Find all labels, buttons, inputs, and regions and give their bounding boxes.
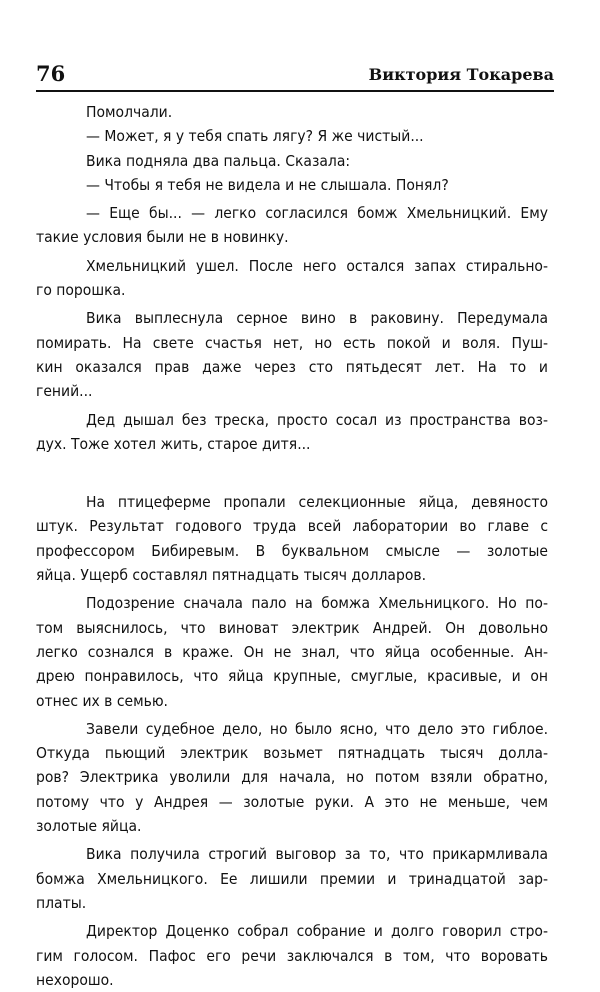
text-line: нехорошо. xyxy=(36,970,114,989)
text-line: ров? Электрика уволили для начала, но потом взяли обратно, xyxy=(36,768,548,787)
text-line: Вика получила строгий выговор за то, что прикармливала xyxy=(86,845,548,864)
paragraph xyxy=(36,490,548,587)
page-number: 76 xyxy=(36,61,66,86)
text-line: профессором Бибиревым. В буквальном смысле — золотые xyxy=(36,541,548,560)
text-line: Дед дышал без треска, просто сосал из пространства воз- xyxy=(86,410,548,429)
text-line: потому что у Андрея — золотые руки. А это не меньше, чем xyxy=(36,792,548,811)
text-line: Откуда пьющий электрик возьмет пятнадцать тысяч долла- xyxy=(36,744,548,763)
text-line: яйца. Ущерб составлял пятнадцать тысяч долларов. xyxy=(36,566,426,585)
paragraph xyxy=(36,201,548,250)
text-line: Завели судебное дело, но было ясно, что дело это гиблое. xyxy=(86,719,548,738)
text-line: гений... xyxy=(36,382,93,401)
running-title: Виктория Токарева xyxy=(368,65,554,84)
text-line: дрею понравилось, что яйца крупные, смуглые, красивые, и он xyxy=(36,667,548,686)
paragraph xyxy=(36,408,548,457)
paragraph xyxy=(86,173,548,197)
page-header xyxy=(36,58,554,92)
text-line: платы. xyxy=(36,893,87,912)
paragraph xyxy=(36,254,548,303)
paragraph xyxy=(86,149,548,173)
text-line: го порошка. xyxy=(36,281,126,300)
text-line: дух. Тоже хотел жить, старое дитя... xyxy=(36,434,311,453)
paragraph xyxy=(36,919,548,992)
text-line: Хмельницкий ушел. После него остался запах стирально- xyxy=(86,256,548,275)
text-line: Подозрение сначала пало на бомжа Хмельницкого. Но по- xyxy=(86,594,548,613)
text-line: отнес их в семью. xyxy=(36,691,168,710)
paragraph xyxy=(36,306,548,403)
paragraph xyxy=(86,124,548,148)
text-line: штук. Результат годового труда всей лаборатории во главе с xyxy=(36,517,548,536)
text-line: кин оказался прав даже через сто пятьдесят лет. На то и xyxy=(36,357,548,376)
paragraph xyxy=(36,842,548,915)
paragraph xyxy=(36,591,548,712)
text-line: — Может, я у тебя спать лягу? Я же чистый... xyxy=(86,127,424,146)
text-line: — Еще бы... — легко согласился бомж Хмельницкий. Ему xyxy=(86,204,548,223)
text-line: Вика выплеснула серное вино в раковину. Передумала xyxy=(86,309,548,328)
text-line: бомжа Хмельницкого. Ее лишили премии и тринадцатой зар- xyxy=(36,869,548,888)
paragraph xyxy=(86,100,548,124)
text-line: такие условия были не в новинку. xyxy=(36,228,289,247)
text-line: Вика подняла два пальца. Сказала: xyxy=(86,151,351,170)
text-line: том выяснилось, что виноват электрик Андрей. Он довольно xyxy=(36,618,548,637)
text-line: золотые яйца. xyxy=(36,817,142,836)
text-line: гим голосом. Пафос его речи заключался в том, что воровать xyxy=(36,946,548,965)
body-text xyxy=(36,100,548,992)
text-line: легко сознался в краже. Он не знал, что яйца особенные. Ан- xyxy=(36,642,548,661)
text-line: Директор Доценко собрал собрание и долго говорил стро- xyxy=(86,922,548,941)
text-line: Помолчали. xyxy=(86,103,173,121)
text-line: помирать. На свете счастья нет, но есть покой и воля. Пуш- xyxy=(36,333,548,352)
paragraph xyxy=(36,717,548,838)
text-line: — Чтобы я тебя не видела и не слышала. Понял? xyxy=(86,175,449,194)
section-break xyxy=(86,456,548,490)
text-line: На птицеферме пропали селекционные яйца, девяносто xyxy=(86,493,548,512)
